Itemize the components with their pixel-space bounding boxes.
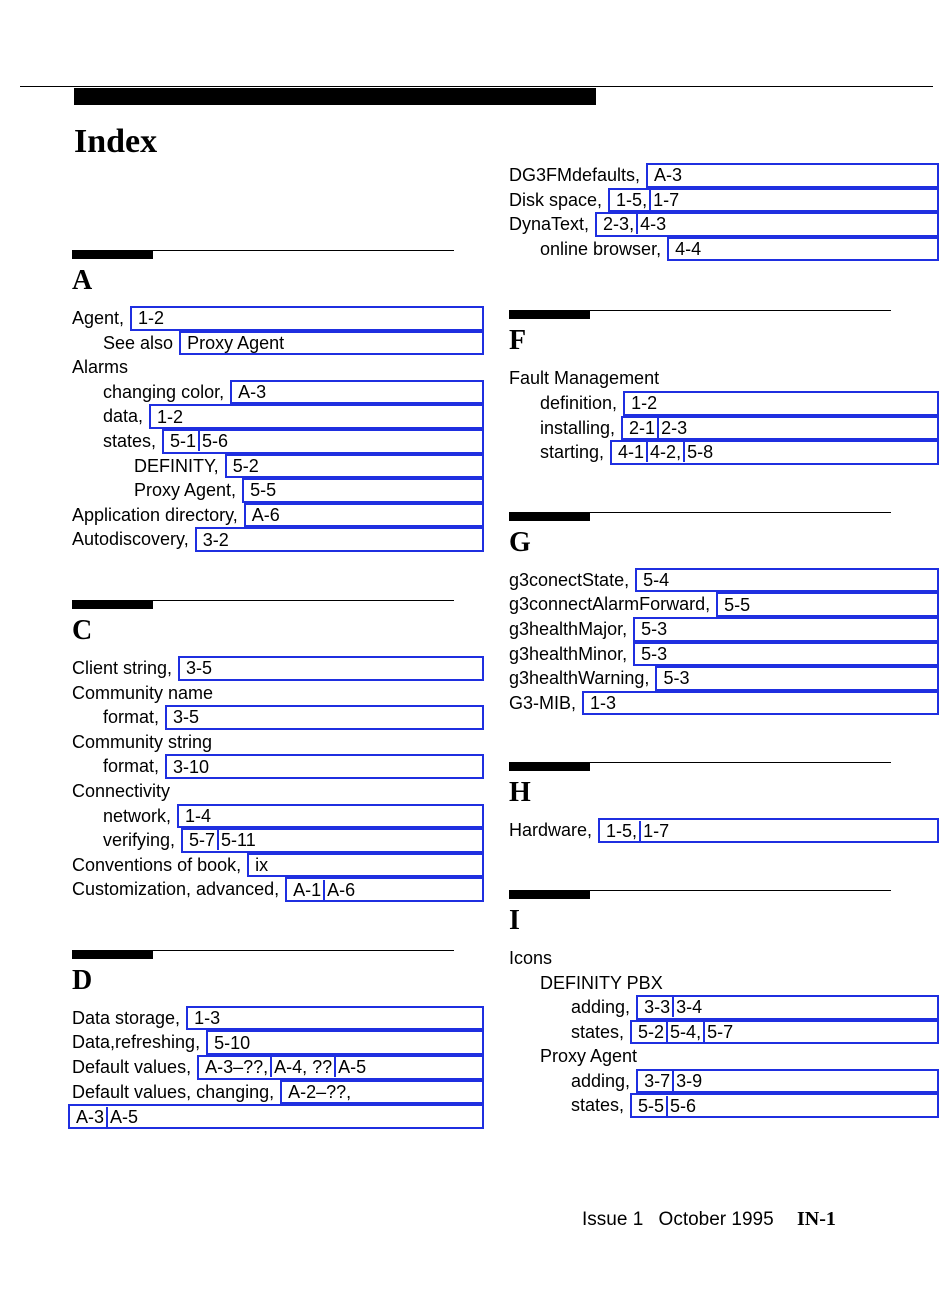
page-reference-link[interactable]: 5-3	[663, 668, 690, 689]
index-entry	[72, 705, 484, 730]
index-entry	[509, 1044, 939, 1069]
right-column	[509, 163, 939, 1118]
page-reference-link[interactable]: 2-1	[629, 417, 656, 438]
page-reference-link[interactable]: 3-3	[644, 997, 671, 1018]
section-rule	[72, 250, 454, 259]
page-reference-link[interactable]: 4-3	[636, 214, 666, 234]
header-rule	[20, 86, 933, 87]
index-entry	[72, 503, 484, 528]
page-reference-group[interactable]	[636, 995, 939, 1020]
page-reference-group[interactable]	[230, 380, 484, 405]
page-reference-link[interactable]: 5-7	[703, 1022, 733, 1042]
page-reference-group[interactable]	[633, 617, 939, 642]
index-entry	[509, 1069, 939, 1094]
index-entry	[72, 478, 484, 503]
index-term: See also	[103, 332, 174, 353]
page-reference-link[interactable]: 5-6	[666, 1096, 696, 1116]
page-reference-group[interactable]	[130, 306, 484, 331]
index-term: states,	[571, 1021, 625, 1042]
index-term: Application directory,	[72, 504, 238, 525]
index-term: G3-MIB,	[509, 692, 577, 713]
page-reference-link[interactable]: 3-5	[173, 707, 200, 728]
index-entry	[509, 212, 939, 237]
index-term: online browser,	[540, 238, 662, 259]
index-term: data,	[103, 406, 144, 427]
page-reference-link[interactable]: A-5	[106, 1107, 138, 1127]
index-term: Hardware,	[509, 820, 593, 841]
page-reference-link[interactable]: 5-10	[214, 1032, 251, 1053]
page-reference-group[interactable]	[247, 853, 484, 878]
page-reference-link[interactable]: 2-3	[657, 418, 687, 438]
index-entry	[509, 366, 939, 391]
index-entry	[72, 1030, 484, 1055]
page-reference-link[interactable]: 3-4	[672, 997, 702, 1017]
page-reference-group[interactable]	[242, 478, 484, 503]
page-reference-link[interactable]: 1-3	[194, 1008, 221, 1029]
index-term: verifying,	[103, 830, 176, 851]
index-term: Proxy Agent,	[134, 480, 237, 501]
page-reference-group[interactable]	[285, 877, 484, 902]
index-entry	[72, 779, 484, 804]
index-entry	[509, 391, 939, 416]
index-term: Default values, changing,	[72, 1081, 275, 1102]
page-reference-link[interactable]: Proxy Agent	[187, 332, 285, 353]
index-term: Alarms	[72, 357, 129, 378]
index-term: Connectivity	[72, 780, 171, 801]
index-entry	[509, 617, 939, 642]
index-entry	[72, 454, 484, 479]
page-reference-group[interactable]	[716, 592, 939, 617]
index-term: adding,	[571, 1070, 631, 1091]
index-entry	[72, 1080, 484, 1105]
index-entry	[72, 853, 484, 878]
index-entry	[72, 730, 484, 755]
section-rule	[509, 512, 891, 521]
index-term: installing,	[540, 417, 616, 438]
page-reference-group[interactable]	[655, 666, 939, 691]
page-reference-group[interactable]	[646, 163, 939, 188]
index-term: definition,	[540, 392, 618, 413]
page-reference-link[interactable]: 5-4	[643, 570, 670, 591]
page-reference-group[interactable]	[610, 440, 939, 465]
index-entry	[72, 429, 484, 454]
page-reference-link[interactable]: 5-6	[198, 431, 228, 451]
page-reference-group[interactable]	[608, 188, 939, 213]
section-rule	[509, 762, 891, 771]
section-rule	[509, 890, 891, 899]
index-term: Community name	[72, 682, 214, 703]
index-entry	[72, 331, 484, 356]
page-reference-link[interactable]: 5-5	[638, 1095, 665, 1116]
page-reference-link[interactable]: 5-2	[638, 1021, 665, 1042]
index-term: DEFINITY PBX	[540, 972, 663, 993]
index-term: Default values,	[72, 1057, 192, 1078]
index-section-h	[509, 762, 939, 843]
page-reference-group[interactable]	[165, 705, 484, 730]
index-term: format,	[103, 756, 160, 777]
index-term: Disk space,	[509, 189, 603, 210]
page-reference-link[interactable]: A-2–??,	[288, 1081, 352, 1102]
index-entry	[72, 380, 484, 405]
left-column	[72, 163, 484, 1129]
index-term: DynaText,	[509, 214, 590, 235]
index-term: g3connectAlarmForward,	[509, 594, 711, 615]
page-reference-group[interactable]	[635, 568, 939, 593]
page-reference-group[interactable]	[595, 212, 939, 237]
section-rule	[509, 310, 891, 319]
index-entry	[509, 163, 939, 188]
page-reference-group[interactable]	[621, 416, 939, 441]
page-reference-link[interactable]: 5-11	[217, 830, 256, 850]
index-term: DEFINITY,	[134, 455, 219, 476]
page-reference-link[interactable]: 2-3,	[603, 214, 635, 235]
footer-page-number: IN-1	[796, 1208, 836, 1230]
index-section-a	[72, 250, 484, 552]
page-reference-link[interactable]: 4-4	[675, 239, 702, 260]
index-term: Proxy Agent	[540, 1046, 638, 1067]
page-reference-group[interactable]	[162, 429, 484, 454]
page-reference-group[interactable]	[225, 454, 484, 479]
page-reference-link[interactable]: 3-5	[186, 658, 213, 679]
page-reference-group[interactable]	[186, 1006, 484, 1031]
page-reference-group[interactable]	[630, 1020, 939, 1045]
index-term: Customization, advanced,	[72, 879, 280, 900]
index-entry	[509, 592, 939, 617]
page-reference-group[interactable]	[206, 1030, 484, 1055]
page-reference-link[interactable]: 5-5	[724, 594, 751, 615]
page-reference-link[interactable]: 1-2	[138, 308, 165, 329]
index-term: Autodiscovery,	[72, 529, 189, 550]
section-letter: D	[72, 964, 93, 996]
index-entry	[72, 1006, 484, 1031]
index-entry	[72, 681, 484, 706]
footer-issue: Issue 1	[582, 1209, 644, 1230]
index-entry	[72, 527, 484, 552]
index-entry	[72, 1104, 484, 1129]
page-reference-link[interactable]: 1-2	[631, 393, 658, 414]
index-entry	[72, 404, 484, 429]
index-term: starting,	[540, 442, 605, 463]
page-reference-group[interactable]	[633, 642, 939, 667]
section-rule	[72, 600, 454, 609]
index-entry	[72, 355, 484, 380]
index-entry	[72, 306, 484, 331]
page-reference-group[interactable]	[179, 331, 484, 356]
index-entry	[72, 804, 484, 829]
index-entry	[72, 1055, 484, 1080]
index-term: Data storage,	[72, 1007, 181, 1028]
section-letter: A	[72, 265, 93, 296]
page-reference-group[interactable]	[623, 391, 939, 416]
section-letter: G	[509, 526, 531, 558]
page-reference-link[interactable]: 3-9	[672, 1071, 702, 1091]
page-reference-link[interactable]: 5-2	[232, 455, 259, 476]
page-reference-group[interactable]	[636, 1069, 939, 1094]
page-reference-link[interactable]: A-6	[251, 505, 280, 526]
index-entry	[509, 568, 939, 593]
index-section-i	[509, 890, 939, 1118]
page-reference-link[interactable]: 1-2	[157, 406, 184, 427]
page-reference-link[interactable]: 1-5,	[616, 189, 648, 210]
section-letter: H	[509, 777, 531, 809]
page-reference-link[interactable]: 4-2,	[646, 442, 681, 462]
index-term: changing color,	[103, 381, 225, 402]
index-term: format,	[103, 707, 160, 728]
page-reference-link[interactable]: A-5	[334, 1057, 366, 1077]
index-entry	[509, 1020, 939, 1045]
index-term: g3healthWarning,	[509, 668, 650, 689]
index-entry	[509, 1093, 939, 1118]
page-reference-link[interactable]: 5-3	[641, 619, 668, 640]
index-term: Data,refreshing,	[72, 1032, 201, 1053]
index-entry	[72, 754, 484, 779]
index-term: network,	[103, 805, 172, 826]
page-reference-link[interactable]: 5-4,	[666, 1022, 701, 1042]
page-footer	[582, 1208, 836, 1231]
page-reference-group[interactable]	[177, 804, 484, 829]
index-entry	[72, 656, 484, 681]
page-reference-link[interactable]: 3-7	[644, 1071, 671, 1092]
page-reference-link[interactable]: 5-7	[189, 830, 216, 851]
page-reference-link[interactable]: 1-7	[649, 190, 679, 210]
page-reference-link[interactable]: 3-10	[173, 756, 210, 777]
index-term: Fault Management	[509, 368, 660, 389]
page-reference-link[interactable]: 5-8	[683, 442, 713, 462]
header-bar	[74, 88, 596, 105]
index-term: states,	[571, 1095, 625, 1116]
index-entry	[509, 666, 939, 691]
index-entry	[72, 828, 484, 853]
page-reference-link[interactable]: ix	[255, 854, 269, 875]
index-term: Conventions of book,	[72, 854, 242, 875]
page-reference-group[interactable]	[195, 527, 484, 552]
index-entry	[509, 691, 939, 716]
index-entry	[509, 188, 939, 213]
page-reference-link[interactable]: A-3	[238, 382, 267, 403]
page-reference-link[interactable]: 1-7	[639, 821, 669, 841]
page-reference-link[interactable]: 5-1	[170, 431, 197, 452]
page-reference-group[interactable]	[244, 503, 484, 528]
page-reference-link[interactable]: A-1	[293, 879, 322, 900]
page-reference-group[interactable]	[582, 691, 939, 716]
page-reference-link[interactable]: A-3–??,	[205, 1057, 269, 1078]
page-reference-group[interactable]	[68, 1104, 484, 1129]
page-reference-link[interactable]: A-6	[323, 880, 355, 900]
index-entry	[509, 995, 939, 1020]
footer-date: October 1995	[658, 1209, 774, 1230]
index-term: Icons	[509, 947, 553, 968]
index-term: g3healthMajor,	[509, 618, 628, 639]
page-reference-link[interactable]: 1-4	[185, 805, 212, 826]
section-rule	[72, 950, 454, 959]
page-reference-group[interactable]	[149, 404, 484, 429]
page-reference-link[interactable]: A-4, ??	[270, 1057, 332, 1077]
index-entry	[509, 818, 939, 843]
index-entry	[72, 877, 484, 902]
section-letter: I	[509, 904, 520, 936]
index-term: Community string	[72, 731, 213, 752]
index-term: DG3FMdefaults,	[509, 165, 641, 185]
index-term: g3healthMinor,	[509, 643, 628, 664]
index-entry	[509, 946, 939, 971]
index-entry	[509, 440, 939, 465]
index-term: Agent,	[72, 308, 125, 328]
page-reference-link[interactable]: 3-2	[202, 529, 229, 550]
index-entry	[509, 642, 939, 667]
page-reference-link[interactable]: 1-5,	[606, 820, 638, 841]
index-term: Client string,	[72, 657, 173, 678]
index-term: adding,	[571, 997, 631, 1018]
page-reference-link[interactable]: 5-3	[641, 643, 668, 664]
index-term: states,	[103, 430, 157, 451]
page-title: Index	[74, 123, 158, 160]
index-entry	[509, 416, 939, 441]
index-section-f	[509, 310, 939, 464]
index-entry	[509, 237, 939, 262]
index-term: g3conectState,	[509, 569, 630, 590]
page-reference-group[interactable]	[598, 818, 939, 843]
section-letter: C	[72, 614, 93, 646]
page-reference-group[interactable]	[165, 754, 484, 779]
page-reference-group[interactable]	[667, 237, 939, 262]
page-reference-group[interactable]	[178, 656, 484, 681]
page-reference-group[interactable]	[630, 1093, 939, 1118]
index-section-d	[72, 950, 484, 1129]
index-entry	[509, 971, 939, 996]
page-reference-group[interactable]	[197, 1055, 484, 1080]
page-reference-link[interactable]: 1-3	[590, 693, 617, 714]
page-reference-link[interactable]: 4-1	[618, 442, 645, 463]
page-reference-link[interactable]: 5-5	[250, 480, 277, 501]
page-reference-group[interactable]	[181, 828, 484, 853]
page-reference-link[interactable]: A-3	[654, 165, 683, 186]
page-reference-group[interactable]	[280, 1080, 484, 1105]
page-reference-link[interactable]: A-3	[76, 1106, 105, 1127]
index-section-g	[509, 512, 939, 716]
index-section-c	[72, 600, 484, 902]
section-letter: F	[509, 325, 527, 357]
